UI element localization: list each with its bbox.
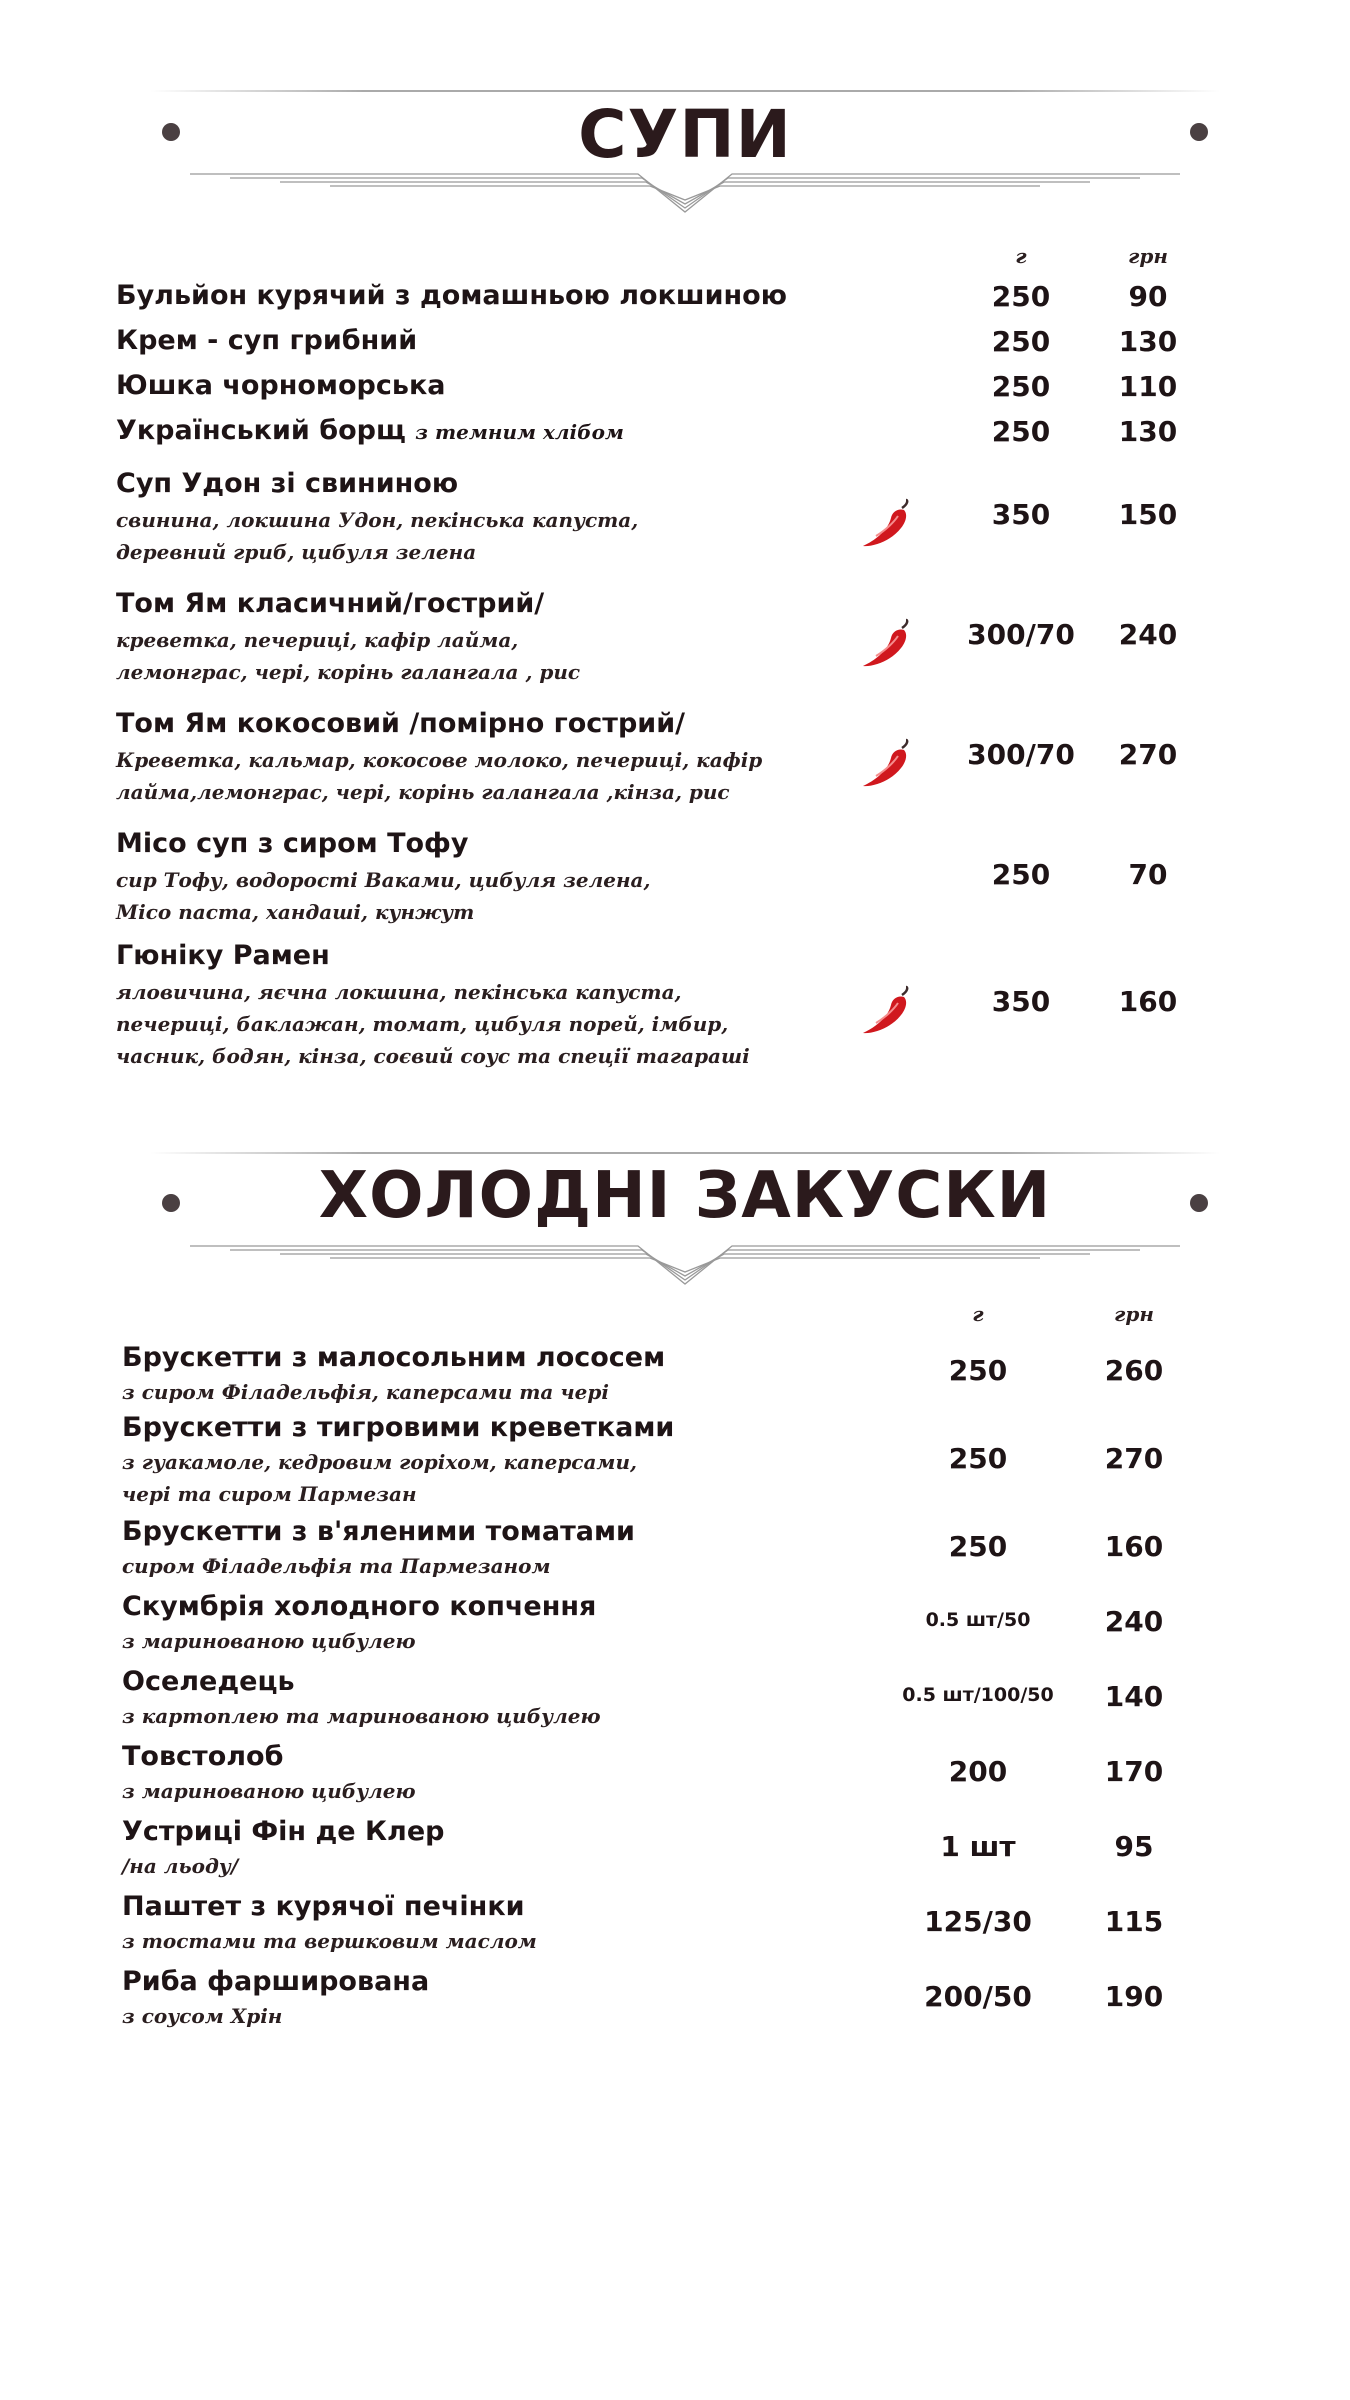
item-description: з маринованою цибулею	[122, 1629, 416, 1653]
item-weight: 250	[991, 415, 1051, 448]
item-name: Том Ям класичний/гострий/	[116, 588, 545, 619]
item-description: з картоплею та маринованою цибулею	[122, 1704, 601, 1728]
soups-col-weight: г	[1015, 244, 1027, 268]
chili-pepper-icon	[858, 985, 912, 1039]
header-top-rule	[150, 90, 1220, 92]
item-weight: 250	[948, 1530, 1008, 1563]
item-price: 70	[1128, 858, 1168, 891]
item-weight: 250	[948, 1442, 1008, 1475]
item-description: креветка, печериці, кафір лайма, лемонграс, чері, корінь галангала , рис	[116, 628, 581, 684]
item-name: Місо суп з сиром Тофу	[116, 828, 469, 859]
item-name: Том Ям кокосовий /помірно гострий/	[116, 708, 685, 739]
cold-appetizers-title: ХОЛОДНІ ЗАКУСКИ	[318, 1159, 1052, 1233]
soups-col-price: грн	[1128, 244, 1168, 268]
item-description: сиром Філадельфія та Пармезаном	[122, 1554, 551, 1578]
item-weight: 350	[991, 985, 1051, 1018]
item-price: 130	[1118, 325, 1178, 358]
item-description: /на льоду/	[122, 1854, 239, 1878]
item-price: 190	[1104, 1980, 1164, 2013]
item-name: Брускетти з тигровими креветками	[122, 1412, 675, 1443]
item-price: 270	[1104, 1442, 1164, 1475]
item-weight: 250	[991, 370, 1051, 403]
header-ornament	[150, 168, 1220, 220]
item-price: 160	[1118, 985, 1178, 1018]
item-name: Бульйон курячий з домашньою локшиною	[116, 280, 787, 311]
item-price: 110	[1118, 370, 1178, 403]
item-description: сир Тофу, водорості Ваками, цибуля зелена, Місо паста, хандаші, кунжут	[116, 868, 651, 924]
item-name: Риба фарширована	[122, 1966, 430, 1997]
cold-col-price: грн	[1114, 1302, 1154, 1326]
item-weight: 0.5 шт/50	[925, 1609, 1031, 1631]
header-ornament	[150, 1240, 1220, 1292]
item-weight: 250	[991, 280, 1051, 313]
item-description: свинина, локшина Удон, пекінська капуста, деревний гриб, цибуля зелена	[116, 508, 639, 564]
item-name: Оселедець	[122, 1666, 295, 1697]
item-description: з сиром Філадельфія, каперсами та чері	[122, 1380, 609, 1404]
item-note: з темним хлібом	[415, 420, 624, 444]
item-price: 90	[1128, 280, 1168, 313]
item-name	[116, 415, 624, 446]
item-weight: 250	[991, 325, 1051, 358]
chili-pepper-icon	[858, 618, 912, 672]
item-description: Креветка, кальмар, кокосове молоко, печериці, кафір лайма,лемонграс, чері, корінь галангала ,кінза, рис	[116, 748, 763, 804]
item-weight: 200/50	[924, 1980, 1032, 2013]
item-price: 240	[1118, 618, 1178, 651]
item-price: 170	[1104, 1755, 1164, 1788]
item-name: Устриці Фін де Клер	[122, 1816, 445, 1847]
item-description: яловичина, яєчна локшина, пекінська капуста, печериці, баклажан, томат, цибуля порей, імбир, часник, бодян, кінза, соєвий соус та спеції тагараші	[116, 980, 750, 1068]
item-weight: 250	[991, 858, 1051, 891]
item-name: Брускетти з в'яленими томатами	[122, 1516, 635, 1547]
item-price: 130	[1118, 415, 1178, 448]
item-name: Юшка чорноморська	[116, 370, 446, 401]
item-name: Суп Удон зі свининою	[116, 468, 459, 499]
item-price: 150	[1118, 498, 1178, 531]
item-weight: 350	[991, 498, 1051, 531]
soups-header	[150, 90, 1220, 220]
cold-col-weight: г	[972, 1302, 984, 1326]
item-name: Крем - суп грибний	[116, 325, 418, 356]
item-name: Гюніку Рамен	[116, 940, 330, 971]
item-weight: 200	[948, 1755, 1008, 1788]
cold-appetizers-header	[150, 1152, 1220, 1282]
chili-pepper-icon	[858, 498, 912, 552]
item-weight: 250	[948, 1354, 1008, 1387]
item-description: з тостами та вершковим маслом	[122, 1929, 537, 1953]
item-price: 95	[1114, 1830, 1154, 1863]
item-price: 160	[1104, 1530, 1164, 1563]
header-top-rule	[150, 1152, 1220, 1154]
item-weight: 0.5 шт/100/50	[902, 1684, 1054, 1706]
item-price: 260	[1104, 1354, 1164, 1387]
item-weight: 1 шт	[940, 1830, 1016, 1863]
item-weight: 300/70	[967, 738, 1075, 771]
item-name: Скумбрія холодного копчення	[122, 1591, 597, 1622]
item-description: з маринованою цибулею	[122, 1779, 416, 1803]
item-price: 115	[1104, 1905, 1164, 1938]
item-description: з соусом Хрін	[122, 2004, 283, 2028]
item-price: 240	[1104, 1605, 1164, 1638]
item-price: 270	[1118, 738, 1178, 771]
item-weight: 125/30	[924, 1905, 1032, 1938]
item-description: з гуакамоле, кедровим горіхом, каперсами, чері та сиром Пармезан	[122, 1450, 637, 1506]
item-price: 140	[1104, 1680, 1164, 1713]
item-name-text: Український борщ	[116, 415, 406, 446]
item-weight: 300/70	[967, 618, 1075, 651]
chili-pepper-icon	[858, 738, 912, 792]
item-name: Товстолоб	[122, 1741, 284, 1772]
soups-title: СУПИ	[578, 96, 792, 173]
item-name: Паштет з курячої печінки	[122, 1891, 525, 1922]
item-name: Брускетти з малосольним лососем	[122, 1342, 666, 1373]
